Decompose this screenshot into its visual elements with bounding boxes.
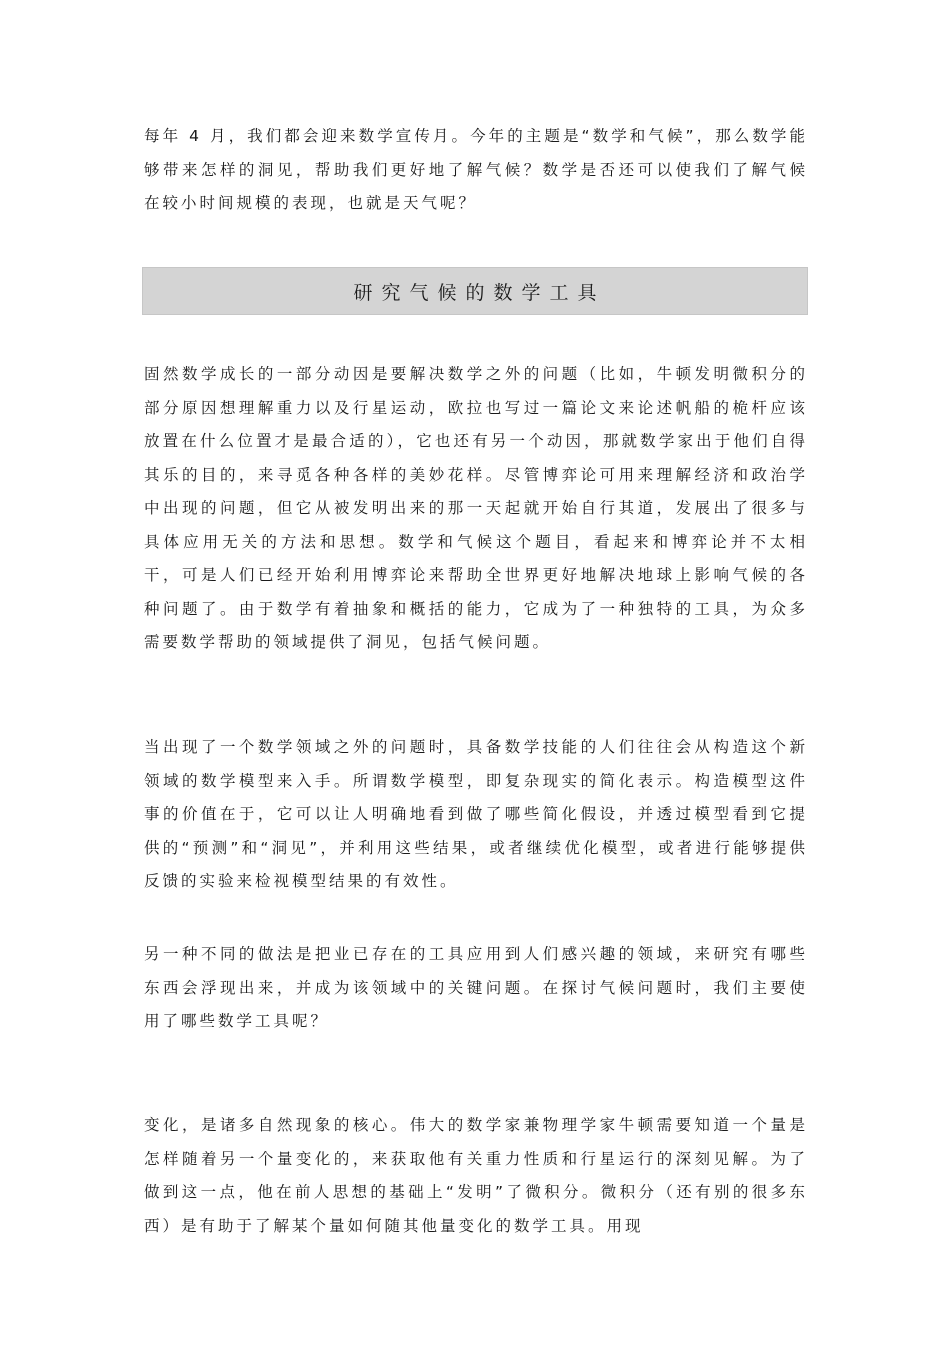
intro-paragraph: 每年 4 月，我们都会迎来数学宣传月。今年的主题是“数学和气候”，那么数学能够带来怎样的洞见，帮助我们更好地了解气候？数学是否还可以使我们了解气候在较小时间规模的表现，也就是天气呢？ — [144, 127, 808, 212]
body-paragraph-1: 固然数学成长的一部分动因是要解决数学之外的问题（比如，牛顿发明微积分的部分原因想理解重力以及行星运动，欧拉也写过一篇论文来论述帆船的桅杆应该放置在什么位置才是最合适的），它也还有另一个动因，那就数学家出于他们自得其乐的目的，来寻觅各种各样的美妙花样。尽管博弈论可用来理解经济和政治学中出现的问题，但它从被发明出来的那一天起就开始自行其道，发展出了很多与具体应用无关的方法和思想。数学和气候这个题目，看起来和博弈论并不太相干，可是人们已经开始利用博弈论来帮助全世界更好地解决地球上影响气候的各种问题了。由于数学有着抽象和概括的能力，它成为了一种独特的工具，为众多需要数学帮助的领域提供了洞见，包括气候问题。 — [144, 365, 808, 651]
body-paragraph-2: 当出现了一个数学领域之外的问题时，具备数学技能的人们往往会从构造这个新领域的数学模型来入手。所谓数学模型，即复杂现实的简化表示。构造模型这件事的价值在于，它可以让人明确地看到做了哪些简化假设，并透过模型看到它提供的“预测”和“洞见”，并利用这些结果，或者继续优化模型，或者进行能够提供反馈的实验来检视模型结果的有效性。 — [144, 738, 808, 890]
section-heading-text: 研究气候的数学工具 — [353, 281, 606, 304]
body-paragraph-4: 变化，是诸多自然现象的核心。伟大的数学家兼物理学家牛顿需要知道一个量是怎样随着另一个量变化的，来获取他有关重力性质和行星运行的深刻见解。为了做到这一点，他在前人思想的基础上“发明”了微积分。微积分（还有别的很多东西）是有助于了解某个量如何随其他量变化的数学工具。用现 — [144, 1116, 808, 1235]
body-paragraph-3: 另一种不同的做法是把业已存在的工具应用到人们感兴趣的领域，来研究有哪些东西会浮现出来，并成为该领域中的关键问题。在探讨气候问题时，我们主要使用了哪些数学工具呢？ — [144, 945, 808, 1030]
section-heading-bar — [142, 267, 808, 315]
